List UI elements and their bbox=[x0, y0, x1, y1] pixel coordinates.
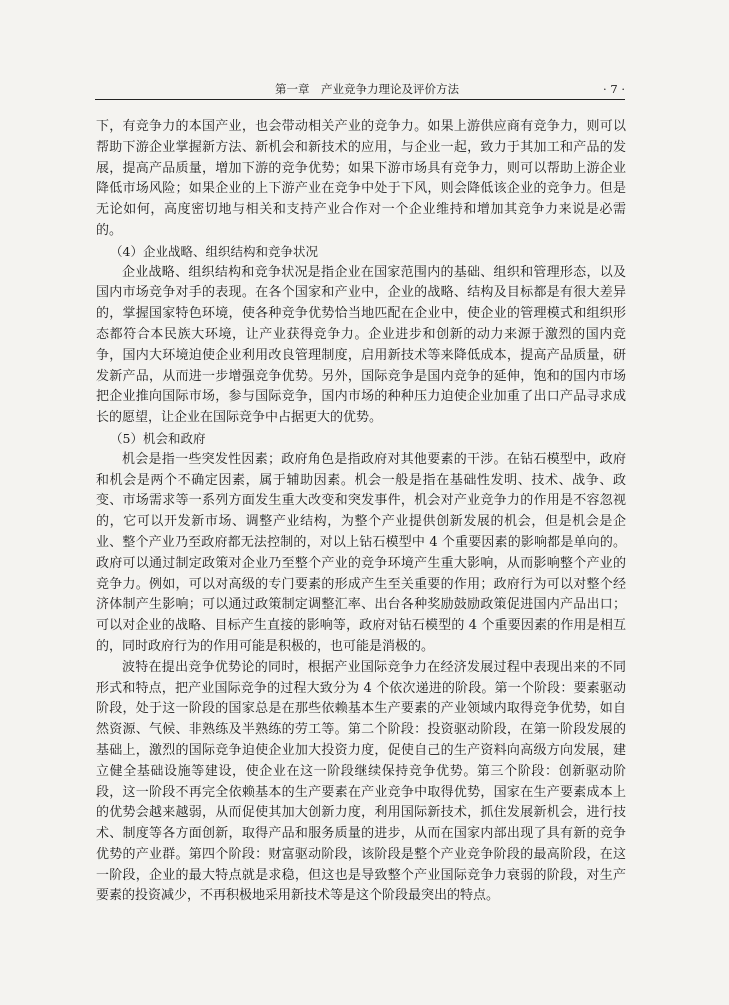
paragraph-continuation: 下，有竞争力的本国产业，也会带动相关产业的竞争力。如果上游供应商有竞争力，则可以帮助下游企业掌握新方法、新机会和新技术的应用，与企业一起，致力于其加工和产品的发展，提高产品质量，增加下游的竞争优势；如果下游市场具有竞争力，则可以帮助上游企业降低市场风险；如果企业的上下游产业在竞争中处于下风，则会降低该企业的竞争力。但是无论如何，高度密切地与相关和支持产业合作对一个企业维持和增加其竞争力来说是必需的。 bbox=[96, 119, 626, 238]
header-rule bbox=[95, 99, 625, 100]
section-heading-5: （5）机会和政府 bbox=[110, 430, 206, 446]
paragraph-opportunity-government: 机会是指一些突发性因素；政府角色是指政府对其他要素的干涉。在钻石模型中，政府和机会是两个不确定因素，属于辅助因素。机会一般是指在基础性发明、技术、战争、政变、市场需求等一系列方面发生重大改变和突发事件，机会对产业竞争力的作用是不容忽视的，它可以开发新市场、调整产业结构，为整个产业提供创新发展的机会，但是机会是企业、整个产业乃至政府都无法控制的，对以上钻石模型中 4 个重要因素的影响都是单向的。政府可以通过制定政策对企业乃至整个产业的竞争环境产生重大影响，从而影响整个产业的竞争力。例如，可以对高级的专门要素的形成产生至关重要的作用；政府行为可以对整个经济体制产生影响；可以通过政策制定调整汇率、出台各种奖励鼓励政策促进国内产品出口；可以对企业的战略、目标产生直接的影响等，政府对钻石模型的 4 个重要因素的作用是相互的，同时政府行为的作用可能是积极的，也可能是消极的。 bbox=[96, 451, 626, 654]
page-body bbox=[96, 117, 626, 907]
page-number: · 7 · bbox=[603, 82, 625, 96]
section-heading-4: （4）企业战略、组织结构和竞争状况 bbox=[110, 243, 318, 259]
paragraph-strategy: 企业战略、组织结构和竞争状况是指企业在国家范围内的基础、组织和管理形态，以及国内市场竞争对手的表现。在各个国家和产业中，企业的战略、结构及目标都是有很大差异的，掌握国家特色环境，使各种竞争优势恰当地匹配在企业中，使企业的管理模式和组织形态都符合本民族大环境，让产业获得竞争力。企业进步和创新的动力来源于激烈的国内竞争，国内大环境迫使企业利用改良管理制度，启用新技术等来降低成本，提高产品质量，研发新产品，从而进一步增强竞争优势。另外，国际竞争是国内竞争的延伸，饱和的国内市场把企业推向国际市场，参与国际竞争，国内市场的种种压力迫使企业加重了出口产品寻求成长的愿望，让企业在国际竞争中占据更大的优势。 bbox=[96, 264, 626, 426]
chapter-title: 第一章 产业竞争力理论及评价方法 bbox=[275, 82, 459, 96]
running-header bbox=[95, 80, 625, 98]
paragraph-porter-stages: 波特在提出竞争优势论的同时，根据产业国际竞争力在经济发展过程中表现出来的不同形式和特点，把产业国际竞争的过程大致分为 4 个依次递进的阶段。第一个阶段：要素驱动阶段，处于这一阶段的国家总是在那些依赖基本生产要素的产业领域内取得竞争优势，如自然资源、气候、非熟练及半熟练的劳工等。第二个阶段：投资驱动阶段，在第一阶段发展的基础上，激烈的国际竞争迫使企业加大投资力度，促使自己的生产资料向高级方向发展，建立健全基础设施等建设，使企业在这一阶段继续保持竞争优势。第三个阶段：创新驱动阶段，这一阶段不再完全依赖基本的生产要素在产业竞争中取得优势，国家在生产要素成本上的优势会越来越弱，从而促使其加大创新力度，利用国际新技术，抓住发展新机会，进行技术、制度等各方面创新，取得产品和服务质量的进步，从而在国家内部出现了具有新的竞争优势的产业群。第四个阶段：财富驱动阶段，该阶段是整个产业竞争阶段的最高阶段，在这一阶段，企业的最大特点就是求稳，但这也是导致整个产业国际竞争力衰弱的阶段，对生产要素的投资减少，不再积极地采用新技术等是这个阶段最突出的特点。 bbox=[96, 659, 626, 904]
